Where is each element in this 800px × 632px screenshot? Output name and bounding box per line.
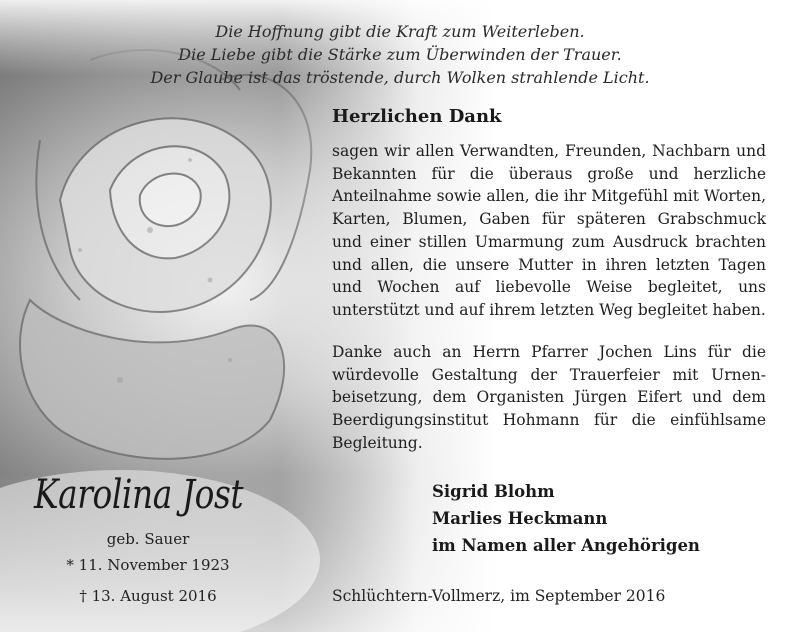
thanks-heading: Herzlichen Dank — [332, 106, 502, 127]
signer: Sigrid Blohm — [432, 482, 555, 501]
place-date: Schlüchtern-Vollmerz, im September 2016 — [332, 587, 666, 605]
birth-date: * 11. November 1923 — [66, 556, 230, 574]
poem-line: Die Liebe gibt die Stärke zum Überwinden der Trauer. — [178, 45, 622, 64]
poem-line: Die Hoffnung gibt die Kraft zum Weiterleben. — [215, 22, 585, 41]
thanks-paragraph-2: Danke auch an Herrn Pfarrer Jochen Lins für die würdevolle Gestaltung der Trauerfeier mit Urnenbeisetzung, dem Organisten Jürgen Eifert und dem Beerdigungsinstitut Hohmann für die einfühlsame Begleitung. — [332, 343, 766, 452]
signer: im Namen aller Angehörigen — [432, 536, 700, 555]
signers — [432, 478, 700, 559]
death-date: † 13. August 2016 — [79, 587, 217, 605]
thanks-paragraph-1: sagen wir allen Verwandten, Freunden, Nachbarn und Bekannten für die überaus große und herzliche Anteilnahme sowie allen, die ihr Mitgefühl mit Worten, Karten, Blumen, Gaben für späteren Grabschmuck und einer stillen Umarmung zum Ausdruck brachten und allen, die unsere Mutter in ihren letzten Tagen und Wochen auf liebevolle Weise begleitet, uns unterstützt und auf ihrem letzten Weg begleitet haben. — [332, 142, 766, 319]
poem — [120, 20, 680, 89]
signer: Marlies Heckmann — [432, 509, 608, 528]
deceased-name: Karolina Jost — [34, 472, 244, 518]
birth-name: geb. Sauer — [106, 530, 190, 548]
poem-line: Der Glaube ist das tröstende, durch Wolken strahlende Licht. — [150, 68, 650, 87]
